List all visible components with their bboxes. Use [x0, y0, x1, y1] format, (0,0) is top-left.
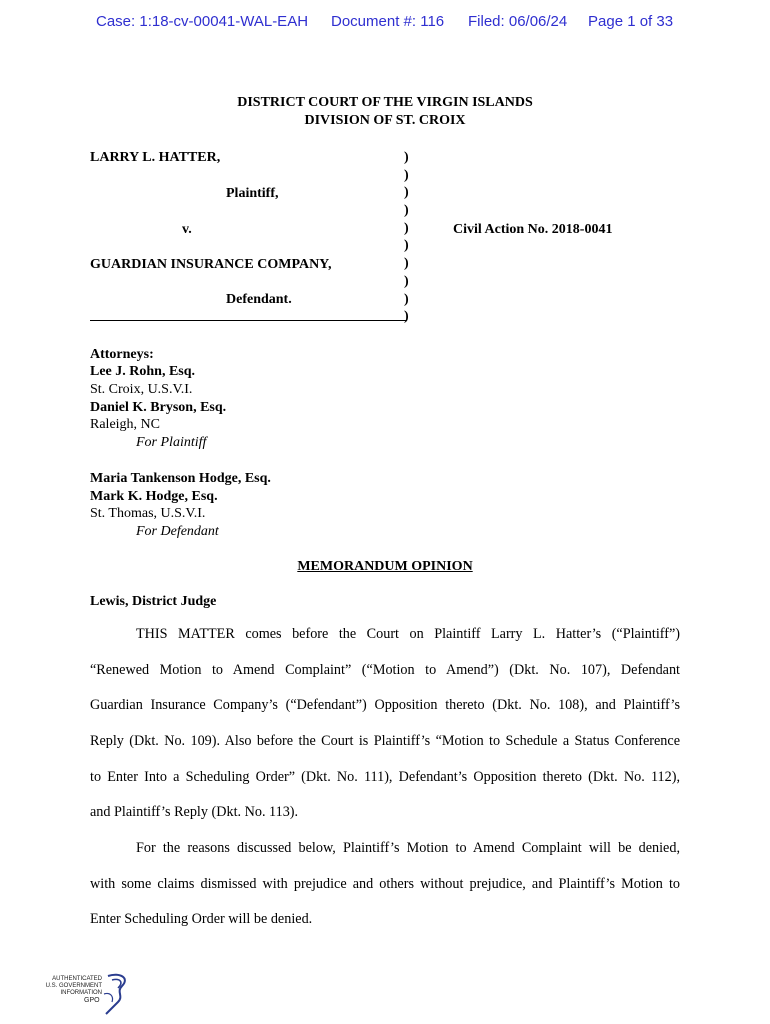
page-number: Page 1 of 33 — [588, 13, 674, 30]
paragraph-line: THIS MATTER comes before the Court on Plaintiff Larry L. Hatter’s (“Plaintiff”) — [136, 626, 680, 642]
paren: ) — [404, 220, 409, 236]
paragraph-line: “Renewed Motion to Amend Complaint” (“Motion to Amend”) (Dkt. No. 107), Defendant — [90, 662, 680, 678]
paragraph-line: and Plaintiff’s Reply (Dkt. No. 113). — [90, 804, 299, 820]
seal-line: INFORMATION — [60, 990, 102, 996]
plaintiff-name: LARRY L. HATTER, — [90, 150, 221, 165]
versus: v. — [182, 222, 192, 237]
court-name: DISTRICT COURT OF THE VIRGIN ISLANDS — [237, 95, 533, 110]
document-number: Document #: 116 — [331, 13, 445, 30]
seal-text — [44, 976, 102, 997]
gpo-text: GPO — [84, 997, 100, 1004]
paragraph-line: Reply (Dkt. No. 109). Also before the Court is Plaintiff’s “Motion to Schedule a Status Conference — [90, 733, 680, 749]
plaintiff-role: Plaintiff, — [226, 186, 279, 201]
seal-line: AUTHENTICATED — [52, 976, 102, 982]
caption-parens — [404, 149, 414, 326]
paren: ) — [404, 238, 409, 254]
attorneys-label: Attorneys: — [90, 347, 154, 362]
opinion-heading-text: MEMORANDUM OPINION — [297, 559, 473, 574]
attorney-location: St. Croix, U.S.V.I. — [90, 382, 193, 397]
paren: ) — [404, 291, 409, 307]
paren: ) — [404, 167, 409, 183]
paragraph-line: Enter Scheduling Order will be denied. — [90, 911, 313, 927]
court-division: DIVISION OF ST. CROIX — [304, 113, 466, 128]
attorney-location: St. Thomas, U.S.V.I. — [90, 506, 206, 521]
gpo-authentication-seal — [44, 972, 134, 1018]
caption-rule — [90, 320, 407, 321]
seal-line: U.S. GOVERNMENT — [45, 983, 102, 989]
attorney-name: Maria Tankenson Hodge, Esq. — [90, 471, 271, 486]
defendant-name: GUARDIAN INSURANCE COMPANY, — [90, 257, 332, 272]
case-number: Case: 1:18-cv-00041-WAL-EAH — [96, 13, 309, 30]
attorney-location: Raleigh, NC — [90, 417, 160, 432]
attorney-name: Mark K. Hodge, Esq. — [90, 489, 218, 504]
ecf-header — [0, 13, 770, 35]
paragraph-line: For the reasons discussed below, Plaintiff’s Motion to Amend Complaint will be denied, — [136, 840, 680, 856]
for-plaintiff: For Plaintiff — [136, 435, 207, 450]
attorney-name: Lee J. Rohn, Esq. — [90, 364, 196, 379]
civil-action-number: Civil Action No. 2018-0041 — [453, 222, 613, 237]
opinion-heading — [0, 559, 770, 575]
eagle-icon — [102, 972, 132, 1016]
paren: ) — [404, 185, 409, 201]
paren: ) — [404, 273, 409, 289]
paren: ) — [404, 256, 409, 272]
defendant-role: Defendant. — [226, 292, 292, 307]
for-defendant: For Defendant — [136, 524, 219, 539]
paragraph-line: with some claims dismissed with prejudice and others without prejudice, and Plaintiff’s Motion to — [90, 876, 680, 892]
paragraph-line: Guardian Insurance Company’s (“Defendant”) Opposition thereto (Dkt. No. 108), and Plaintiff’s — [90, 697, 680, 713]
paren: ) — [404, 203, 409, 219]
paren: ) — [404, 150, 409, 165]
attorney-name: Daniel K. Bryson, Esq. — [90, 400, 227, 415]
filed-date: Filed: 06/06/24 — [468, 13, 568, 30]
judge-line: Lewis, District Judge — [90, 594, 217, 609]
paragraph-line: to Enter Into a Scheduling Order” (Dkt. No. 111), Defendant’s Opposition thereto (Dkt. No. 112), — [90, 769, 680, 785]
paren: ) — [404, 309, 409, 325]
